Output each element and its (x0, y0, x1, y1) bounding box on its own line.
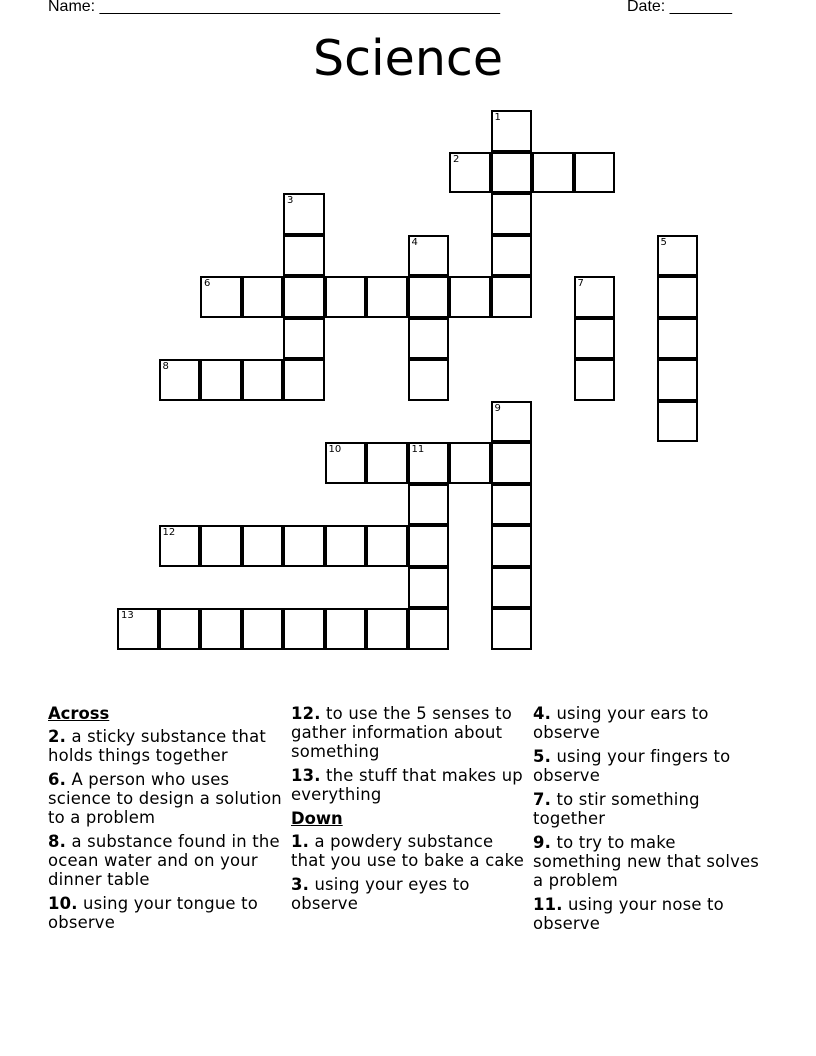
grid-cell[interactable] (283, 193, 325, 235)
grid-cell[interactable] (283, 525, 325, 567)
grid-cell[interactable] (408, 359, 450, 401)
clue-number: 3. (291, 875, 310, 894)
clue-text: to use the 5 senses to gather information about something (291, 704, 512, 761)
date-field[interactable]: Date: _______ (627, 0, 732, 15)
clue-number-label: 6 (204, 278, 211, 289)
grid-cell[interactable] (200, 276, 242, 318)
clue-number-label: 1 (494, 112, 501, 123)
clue-across-8 (48, 832, 284, 889)
grid-cell[interactable] (491, 152, 533, 194)
clue-text: using your ears to observe (533, 704, 709, 742)
grid-cell[interactable] (283, 276, 325, 318)
clue-text: a substance found in the ocean water and on your dinner table (48, 832, 280, 889)
clue-number: 1. (291, 832, 310, 851)
grid-cell[interactable] (200, 525, 242, 567)
clue-number-label: 13 (121, 610, 134, 621)
clue-number: 13. (291, 766, 321, 785)
grid-cell[interactable] (657, 359, 699, 401)
clue-down-4 (533, 704, 769, 742)
clue-number: 10. (48, 894, 78, 913)
clue-down-5 (533, 747, 769, 785)
clue-text: using your tongue to observe (48, 894, 258, 932)
grid-cell[interactable] (574, 276, 616, 318)
grid-cell[interactable] (366, 608, 408, 650)
across-heading: Across (48, 704, 110, 723)
clue-text: using your nose to observe (533, 895, 724, 933)
name-field[interactable]: Name: _____________________________________________ (48, 0, 500, 15)
down-heading: Down (291, 809, 343, 828)
grid-cell[interactable] (491, 110, 533, 152)
clue-text: a powdery substance that you use to bake a cake (291, 832, 525, 870)
grid-cell[interactable] (283, 608, 325, 650)
clues-column-1 (48, 704, 284, 937)
grid-cell[interactable] (283, 318, 325, 360)
grid-cell[interactable] (366, 276, 408, 318)
clue-number-label: 11 (411, 444, 425, 455)
grid-cell[interactable] (408, 525, 450, 567)
clue-down-7 (533, 790, 769, 828)
clue-number-label: 2 (453, 153, 460, 165)
grid-cell[interactable] (491, 484, 533, 526)
clue-number: 8. (48, 832, 67, 851)
clue-number-label: 7 (577, 278, 584, 289)
grid-cell[interactable] (242, 276, 284, 318)
clue-text: using your eyes to observe (291, 875, 470, 913)
clue-number-label: 10 (328, 444, 342, 455)
grid-cell[interactable] (200, 359, 242, 401)
grid-cell[interactable] (242, 359, 284, 401)
grid-cell[interactable] (366, 525, 408, 567)
grid-cell[interactable] (159, 359, 201, 401)
grid-cell[interactable] (408, 567, 450, 609)
grid-cell[interactable] (159, 525, 201, 567)
clue-number: 9. (533, 833, 552, 852)
grid-cell[interactable] (242, 608, 284, 650)
page-title: Science (313, 30, 503, 87)
grid-cell[interactable] (491, 608, 533, 650)
clue-number-label: 12 (162, 527, 176, 538)
grid-cell[interactable] (574, 152, 616, 194)
clue-number: 7. (533, 790, 552, 809)
grid-cell[interactable] (325, 525, 367, 567)
grid-cell[interactable] (657, 318, 699, 360)
grid-cell[interactable] (491, 525, 533, 567)
clue-number: 6. (48, 770, 67, 789)
clue-text: a sticky substance that holds things together (48, 727, 266, 765)
clue-across-10 (48, 894, 284, 932)
grid-cell[interactable] (242, 525, 284, 567)
grid-cell[interactable] (325, 276, 367, 318)
grid-cell[interactable] (117, 608, 159, 650)
clue-down-9 (533, 833, 769, 890)
clues-column-3 (533, 704, 769, 938)
grid-cell[interactable] (449, 442, 491, 484)
clue-number: 2. (48, 727, 67, 746)
grid-cell[interactable] (408, 318, 450, 360)
grid-cell[interactable] (657, 276, 699, 318)
clue-number-label: 4 (411, 236, 418, 248)
clue-text: to try to make something new that solves a problem (533, 833, 760, 890)
grid-cell[interactable] (491, 442, 533, 484)
clue-down-1 (291, 832, 527, 870)
grid-cell[interactable] (657, 401, 699, 443)
clue-number-label: 5 (660, 236, 667, 248)
grid-cell[interactable] (491, 401, 533, 443)
clue-across-6 (48, 770, 284, 827)
grid-cell[interactable] (491, 276, 533, 318)
grid-cell[interactable] (325, 608, 367, 650)
grid-cell[interactable] (283, 359, 325, 401)
clue-across-2 (48, 727, 284, 765)
grid-cell[interactable] (159, 608, 201, 650)
grid-cell[interactable] (449, 276, 491, 318)
clue-text: A person who uses science to design a solution to a problem (48, 770, 282, 827)
clue-text: using your fingers to observe (533, 747, 731, 785)
grid-cell[interactable] (408, 276, 450, 318)
grid-cell[interactable] (283, 235, 325, 277)
clue-text: the stuff that makes up everything (291, 766, 523, 804)
grid-cell[interactable] (574, 359, 616, 401)
clue-down-3 (291, 875, 527, 913)
clue-across-13 (291, 766, 527, 804)
grid-cell[interactable] (491, 235, 533, 277)
clues-column-2 (291, 704, 527, 918)
clue-number: 11. (533, 895, 563, 914)
clue-text: to stir something together (533, 790, 700, 828)
grid-cell[interactable] (449, 152, 491, 194)
grid-cell[interactable] (408, 235, 450, 277)
grid-cell[interactable] (657, 235, 699, 277)
grid-cell[interactable] (408, 608, 450, 650)
grid-cell[interactable] (491, 193, 533, 235)
clue-down-11 (533, 895, 769, 933)
clue-number-label: 8 (162, 361, 169, 372)
clue-number-label: 3 (287, 195, 294, 206)
grid-cell[interactable] (408, 442, 450, 484)
grid-cell[interactable] (366, 442, 408, 484)
grid-cell[interactable] (408, 484, 450, 526)
grid-cell[interactable] (532, 152, 574, 194)
clue-number: 5. (533, 747, 552, 766)
clue-number-label: 9 (494, 402, 501, 414)
clue-number: 12. (291, 704, 321, 723)
clue-across-12 (291, 704, 527, 761)
clue-number: 4. (533, 704, 552, 723)
grid-cell[interactable] (200, 608, 242, 650)
grid-cell[interactable] (325, 442, 367, 484)
grid-cell[interactable] (574, 318, 616, 360)
grid-cell[interactable] (491, 567, 533, 609)
